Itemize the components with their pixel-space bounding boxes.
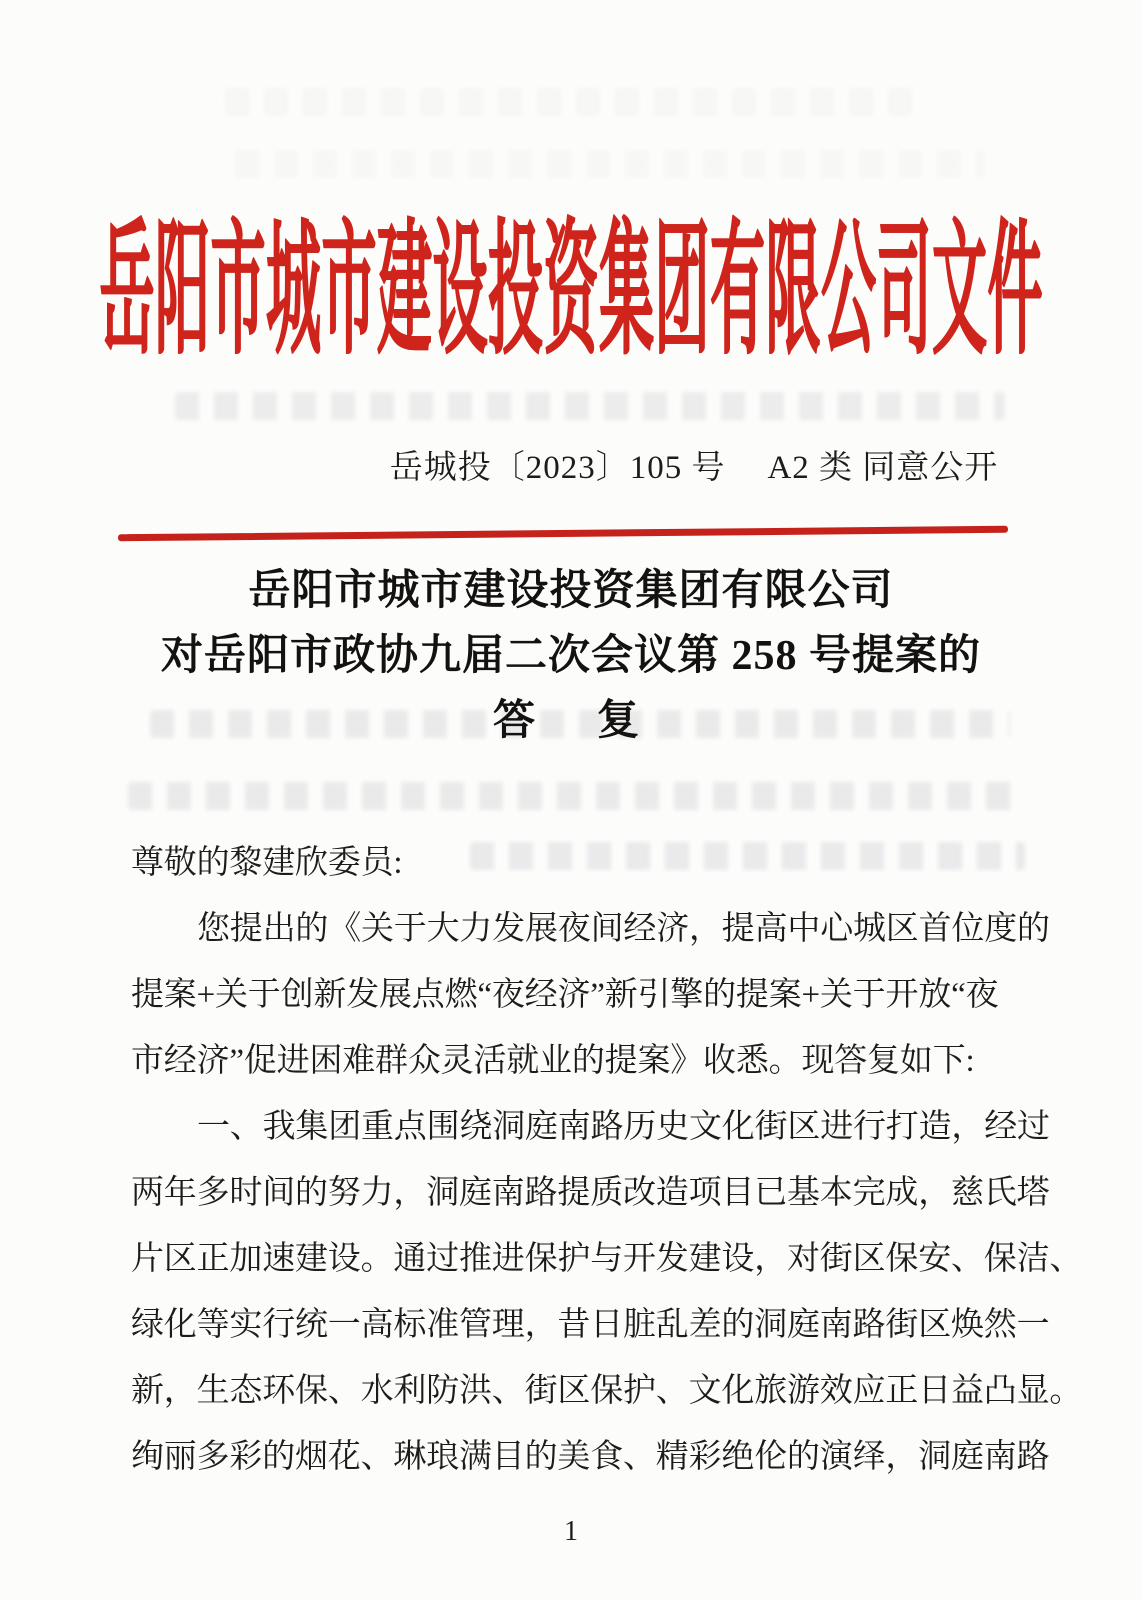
- showthrough-artifact: [225, 88, 915, 116]
- doc-classification: A2 类 同意公开: [767, 450, 999, 486]
- body-line: 绚丽多彩的烟花、琳琅满目的美食、精彩绝伦的演绎，洞庭南路: [131, 1439, 1050, 1475]
- letterhead-banner: [0, 210, 1142, 373]
- page-number: 1: [564, 1516, 578, 1547]
- body-line: 一、我集团重点围绕洞庭南路历史文化街区进行打造，经过: [197, 1109, 1050, 1145]
- body-line: 两年多时间的努力，洞庭南路提质改造项目已基本完成，慈氏塔: [131, 1175, 1050, 1211]
- body-line: 绿化等实行统一高标准管理，昔日脏乱差的洞庭南路街区焕然一: [131, 1307, 1050, 1343]
- document-title-line3: 答 复: [492, 698, 649, 744]
- salutation: 尊敬的黎建欣委员:: [131, 845, 403, 881]
- showthrough-artifact: [175, 392, 1005, 420]
- showthrough-artifact: [235, 150, 985, 178]
- document-body: [131, 830, 1083, 1490]
- body-line: 片区正加速建设。通过推进保护与开发建设，对街区保安、保洁、: [131, 1241, 1083, 1277]
- document-title-line1: 岳阳市城市建设投资集团有限公司: [248, 568, 894, 614]
- body-line: 您提出的《关于大力发展夜间经济，提高中心城区首位度的: [197, 911, 1050, 947]
- body-line: 新，生态环保、水利防洪、街区保护、文化旅游效应正日益凸显。: [131, 1373, 1083, 1409]
- doc-number: 岳城投〔2023〕105 号: [389, 450, 726, 486]
- body-line: 市经济”促进困难群众灵活就业的提案》收悉。现答复如下:: [131, 1043, 975, 1079]
- showthrough-artifact: [128, 782, 1016, 810]
- doc-number-row: [123, 441, 1142, 488]
- document-title: [0, 559, 1142, 754]
- letterhead-org-title: 岳阳市城市建设投资集团有限公司文件: [99, 210, 1043, 373]
- red-separator-line: [118, 526, 1008, 542]
- body-line: 提案+关于创新发展点燃“夜经济”新引擎的提案+关于开放“夜: [131, 977, 999, 1013]
- document-title-line2: 对岳阳市政协九届二次会议第 258 号提案的: [160, 633, 981, 679]
